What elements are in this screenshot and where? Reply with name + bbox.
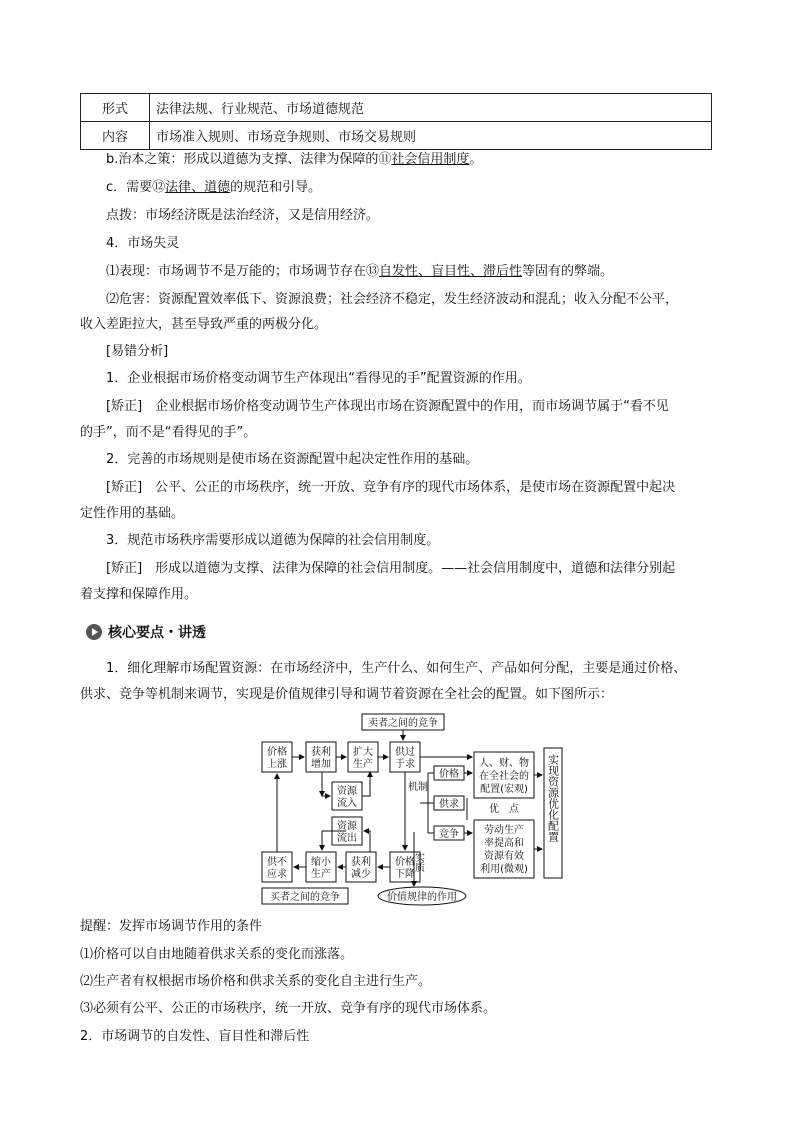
profit-up-1: 获利: [311, 747, 331, 758]
micro-4: 利用(微观): [480, 864, 528, 875]
text: ⑴表现：市场调节不是万能的；市场调节存在⑬: [106, 264, 380, 279]
key-point-2: 2．市场调节的自发性、盲目性和滞后性: [80, 1029, 310, 1044]
line-p2a: ⑵危害：资源配置效率低下、资源浪费；社会经济不稳定，发生经济波动和混乱；收入分配不公平，: [106, 292, 679, 307]
table-row: [81, 94, 712, 122]
market-mechanism-diagram: [258, 712, 568, 906]
key-point-1a: 1．细化理解市场配置资源：在市场经济中，生产什么、如何生产、产品如何分配，主要是通过价格、: [106, 661, 687, 676]
text: c．需要⑫: [106, 180, 166, 195]
supply-exceed-1: 供过: [395, 747, 415, 758]
line-c: [106, 179, 746, 197]
profit-up-2: 增加: [311, 759, 331, 770]
answer-11: 社会信用制度: [391, 152, 470, 167]
outflow-1: 资源: [337, 821, 357, 832]
correction-3b: 着支撑和保障作用。: [80, 587, 198, 602]
error-3: 3．规范市场秩序需要形成以道德为保障的社会信用制度。: [106, 533, 440, 548]
market-rules-table: [80, 93, 712, 150]
mech-price: 价格: [439, 769, 459, 780]
line-b: [106, 151, 746, 169]
key-point-1b: 供求、竞争等机制来调节，实现是价值规律引导和调节着资源在全社会的配置。如下图所示：: [80, 687, 614, 702]
mech-competition: 竞争: [439, 829, 459, 840]
correction-2a: [矫正] 公平、公正的市场秩序，统一开放、竞争有序的现代市场体系，是使市场在资源配置中起决: [106, 480, 676, 495]
table-key: 形式: [81, 94, 150, 122]
text: 。: [469, 152, 483, 167]
expand-2: 生产: [353, 759, 373, 770]
seller-competition: 卖者之间的竞争: [368, 718, 438, 729]
answer-12: 法律、道德: [165, 180, 231, 195]
outflow-2: 流出: [337, 833, 357, 844]
macro-3: 配置(宏观): [480, 784, 528, 795]
expand-1: 扩大: [353, 747, 373, 758]
table-value: 法律法规、行业规范、市场道德规范: [150, 94, 712, 122]
mech-supply: 供求: [439, 799, 459, 810]
reminder-3: ⑶必须有公平、公正的市场秩序，统一开放、竞争有序的现代市场体系。: [80, 1001, 497, 1016]
shrink-1: 缩小: [311, 857, 331, 868]
inflow-2: 流入: [337, 798, 357, 809]
error-analysis-label: [易错分析]: [106, 344, 169, 359]
line-p2b: 收入差距拉大，甚至导致严重的两极分化。: [80, 317, 328, 332]
error-1: 1．企业根据市场价格变动调节生产体现出“看得见的手”配置资源的作用。: [106, 371, 531, 386]
text: 的规范和引导。: [230, 180, 322, 195]
shortage-1: 供不: [267, 857, 287, 868]
reminder-title: 提醒：发挥市场调节作用的条件: [80, 919, 263, 934]
answer-13: 自发性、盲目性、滞后性: [379, 264, 523, 279]
profit-down-1: 获利: [351, 857, 371, 868]
macro-2: 在全社会的: [479, 771, 529, 782]
value-law-role: 价值规律的作用: [387, 892, 457, 903]
correction-1a: [矫正] 企业根据市场价格变动调节生产体现出市场在资源配置中的作用，而市场调节属于“看不见: [106, 399, 669, 414]
section-heading: 核心要点・讲透: [108, 625, 206, 641]
error-2: 2．完善的市场规则是使市场在资源配置中起决定性作用的基础。: [106, 452, 479, 467]
line-p1: [106, 263, 746, 281]
correction-3a: [矫正] 形成以道德为支撑、法律为保障的社会信用制度。——社会信用制度中，道德和法律分别起: [106, 561, 676, 576]
mechanism-label: 机制: [408, 782, 428, 793]
buyer-competition: 买者之间的竞争: [270, 892, 340, 903]
supply-exceed-2: 于求: [395, 759, 415, 770]
inflow-1: 资源: [337, 786, 357, 797]
shortage-2: 应求: [267, 869, 287, 880]
text: 等固有的弊端。: [522, 264, 614, 279]
profit-down-2: 减少: [351, 869, 371, 880]
text: b.治本之策：形成以道德为支撑、法律为保障的⑪: [106, 152, 392, 167]
micro-1: 劳动生产: [484, 825, 524, 836]
price-up-1: 价格: [267, 747, 287, 758]
section-4-title: 4．市场失灵: [106, 236, 180, 251]
realize-optimal-allocation: 实现资源优化配置: [546, 754, 560, 842]
shrink-2: 生产: [311, 869, 331, 880]
table-value: 市场准入规则、市场竞争规则、市场交易规则: [150, 122, 712, 150]
reminder-1: ⑴价格可以自由地随着供求关系的变化而涨落。: [80, 947, 354, 962]
reminder-2: ⑵生产者有权根据市场价格和供求关系的变化自主进行生产。: [80, 974, 432, 989]
price-up-2: 上涨: [267, 759, 287, 770]
micro-3: 资源有效: [484, 851, 524, 862]
macro-1: 人、财、物: [479, 758, 529, 769]
price-down-1: 价格: [395, 857, 415, 868]
correction-1b: 的手”，而不是“看得见的手”。: [80, 425, 257, 440]
correction-2b: 定性作用的基础。: [80, 506, 185, 521]
essence-label: 实质: [412, 852, 424, 872]
table-key: 内容: [81, 122, 150, 150]
play-circle-icon: [84, 622, 104, 642]
tip-line: 点拨：市场经济既是法治经济，又是信用经济。: [106, 208, 380, 223]
table-row: [81, 122, 712, 150]
merit-label: 优 点: [489, 804, 519, 815]
price-down-2: 下降: [395, 869, 415, 880]
micro-2: 率提高和: [484, 838, 524, 849]
